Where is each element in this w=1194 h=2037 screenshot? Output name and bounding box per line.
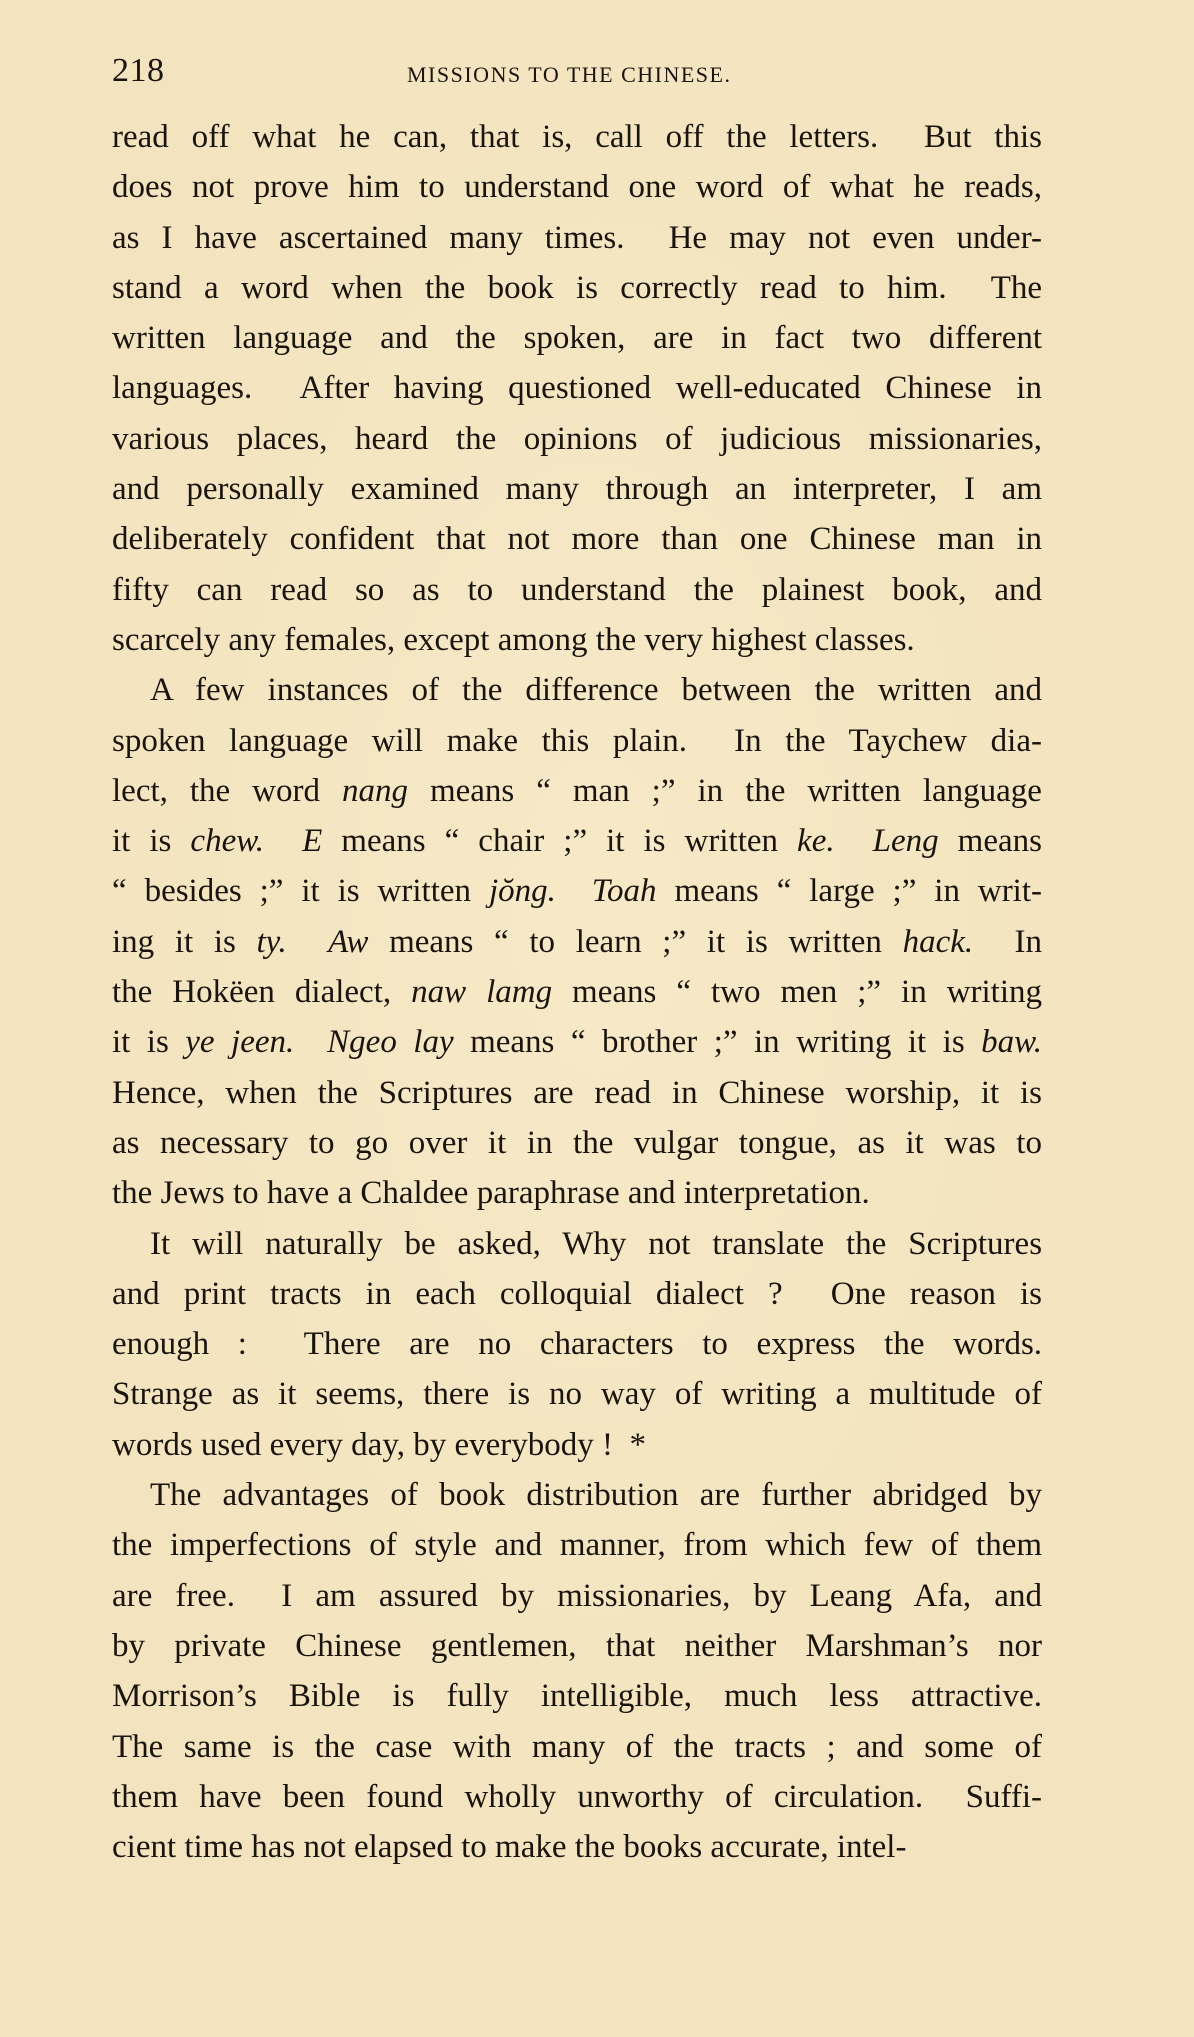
text-line [112,866,1112,916]
text-line-content [112,464,1042,514]
text-line [112,363,1112,413]
text-run: it is [112,1024,186,1061]
text-line-content [112,112,1042,162]
text-run: It will naturally be asked, Why not translate the Scriptures [150,1225,1043,1262]
text-run: A few instances of the difference between the written and [150,672,1043,709]
text-line-content [112,1822,906,1872]
italic-term: naw lamg [411,974,553,1011]
text-line-content [112,967,1042,1017]
text-line [112,1822,1112,1872]
text-run: enough : There are no characters to express the words. [112,1326,1043,1363]
page-header [112,52,1047,96]
text-line [112,112,1112,162]
text-line [112,1118,1112,1168]
italic-term: baw. [981,1024,1042,1061]
text-run: lect, the word [112,772,342,809]
italic-term: E [302,823,323,860]
italic-term: Ngeo lay [327,1024,454,1061]
text-line-content [112,1319,1042,1369]
text-line [112,766,1112,816]
text-line [112,1369,1112,1419]
text-run: various places, heard the opinions of judicious missionaries, [112,420,1042,457]
text-run: the Hokëen dialect, [112,974,412,1011]
text-run: means “ two men ;” in writing [552,974,1043,1011]
text-line-content [150,665,1042,715]
text-line-content [112,766,1042,816]
text-run: the imperfections of style and manner, from which few of them [112,1527,1043,1564]
text-run: means “ large ;” in writ- [656,873,1043,910]
text-line [112,414,1112,464]
text-run: cient time has not elapsed to make the books accurate, intel- [112,1829,907,1866]
text-line [112,162,1112,212]
text-line-content [112,1420,646,1470]
text-run: means “ chair ;” it is written [322,823,798,860]
text-run: and personally examined many through an interpreter, I am [112,471,1042,508]
text-line [112,716,1112,766]
body-text [112,112,1112,1872]
text-line-content [150,1470,1042,1520]
text-run: Hence, when the Scriptures are read in Chinese worship, it is [112,1074,1043,1111]
text-line-content [112,1621,1042,1671]
italic-term: Aw [328,923,369,960]
text-line [112,1671,1112,1721]
text-run: it is [112,823,191,860]
text-line-content [112,866,1042,916]
text-run: them have been found wholly unworthy of circulation. Suffi- [112,1778,1043,1815]
text-run: read off what he can, that is, call off the letters. But this [112,119,1042,155]
italic-term: chew. [190,823,265,860]
text-line-content [112,1269,1042,1319]
text-run: In [973,923,1042,960]
text-run [556,873,592,909]
text-run: scarcely any females, except among the very highest classes. [112,621,915,658]
text-line [112,514,1112,564]
text-line-content [112,1520,1042,1570]
text-line-content [112,1571,1042,1621]
text-run [264,823,302,859]
italic-term: ke. [797,823,835,860]
text-line [112,1017,1112,1067]
text-run: stand a word when the book is correctly read to him. The [112,269,1043,306]
text-line-content [112,716,1042,766]
text-line-content [112,162,1042,212]
text-run: means “ brother ;” in writing it is [453,1024,982,1061]
text-run: deliberately confident that not more than one Chinese man in [112,521,1043,558]
text-run: fifty can read so as to understand the plainest book, and [112,571,1043,608]
text-run: spoken language will make this plain. In the Taychew dia- [112,722,1042,759]
text-line [112,1168,1112,1218]
text-line [112,464,1112,514]
text-line-content [112,514,1042,564]
text-run: means [938,823,1042,860]
page-number: 218 [112,52,165,89]
text-line-content [112,1369,1042,1419]
text-line [112,213,1112,263]
italic-term: Leng [872,823,939,860]
text-line-content [112,1118,1042,1168]
text-line [112,1420,1112,1470]
text-line-content [112,414,1042,464]
text-line-content [112,213,1042,263]
text-run: the Jews to have a Chaldee paraphrase and interpretation. [112,1175,870,1212]
text-line-content [112,263,1042,313]
text-run: Morrison’s Bible is fully intelligible, much less attractive. [112,1678,1042,1715]
text-run: does not prove him to understand one word of what he reads, [112,169,1042,206]
text-line-content [112,565,1042,615]
text-line [112,615,1112,665]
text-run: are free. I am assured by missionaries, by Leang Afa, and [112,1577,1042,1614]
italic-term: ty. [256,923,287,960]
text-run: written language and the spoken, are in fact two different [112,320,1043,357]
text-line [112,1319,1112,1369]
text-line-content [112,1168,870,1218]
text-run: and print tracts in each colloquial dialect ? One reason is [112,1275,1042,1312]
text-run [835,823,873,859]
text-line-content [112,917,1042,967]
italic-term: nang [341,772,408,809]
running-title: MISSIONS TO THE CHINESE. [407,62,732,87]
text-run: The advantages of book distribution are further abridged by [150,1477,1043,1514]
text-run: words used every day, by everybody ! * [112,1426,646,1463]
text-line-content [112,1671,1042,1721]
text-line-content [112,1068,1042,1118]
text-line [112,1470,1112,1520]
text-run: Strange as it seems, there is no way of writing a multitude of [112,1376,1042,1413]
italic-term: ye jeen. [185,1024,295,1061]
text-line [112,1219,1112,1269]
italic-term: jŏng. [488,873,556,910]
text-line [112,665,1112,715]
text-run: languages. After having questioned well-educated Chinese in [112,370,1042,407]
text-line-content [150,1219,1042,1269]
text-run: means “ to learn ;” it is written [368,923,903,960]
text-line [112,1772,1112,1822]
text-line [112,1269,1112,1319]
text-line [112,263,1112,313]
text-line [112,1722,1112,1772]
text-run: means “ man ;” in the written language [407,772,1042,809]
text-run [287,924,328,960]
text-line-content [112,313,1042,363]
text-run [294,1024,327,1060]
text-line [112,1571,1112,1621]
text-run: The same is the case with many of the tracts ; and some of [112,1728,1042,1765]
text-line [112,1621,1112,1671]
text-run: by private Chinese gentlemen, that neither Marshman’s nor [112,1627,1042,1664]
text-line [112,967,1112,1017]
italic-term: Toah [591,873,657,910]
italic-term: hack. [902,923,974,960]
text-line-content [112,1017,1042,1067]
text-line-content [112,1772,1042,1822]
text-run: as necessary to go over it in the vulgar tongue, as it was to [112,1124,1042,1161]
text-line [112,816,1112,866]
text-line-content [112,363,1042,413]
text-line-content [112,816,1042,866]
text-line [112,917,1112,967]
text-run: as I have ascertained many times. He may not even under- [112,219,1043,256]
text-line-content [112,1722,1042,1772]
text-run: “ besides ;” it is written [112,873,489,910]
text-line [112,1520,1112,1570]
text-line [112,313,1112,363]
text-run: ing it is [112,923,257,960]
text-line [112,565,1112,615]
text-line [112,1068,1112,1118]
text-line-content [112,615,915,665]
